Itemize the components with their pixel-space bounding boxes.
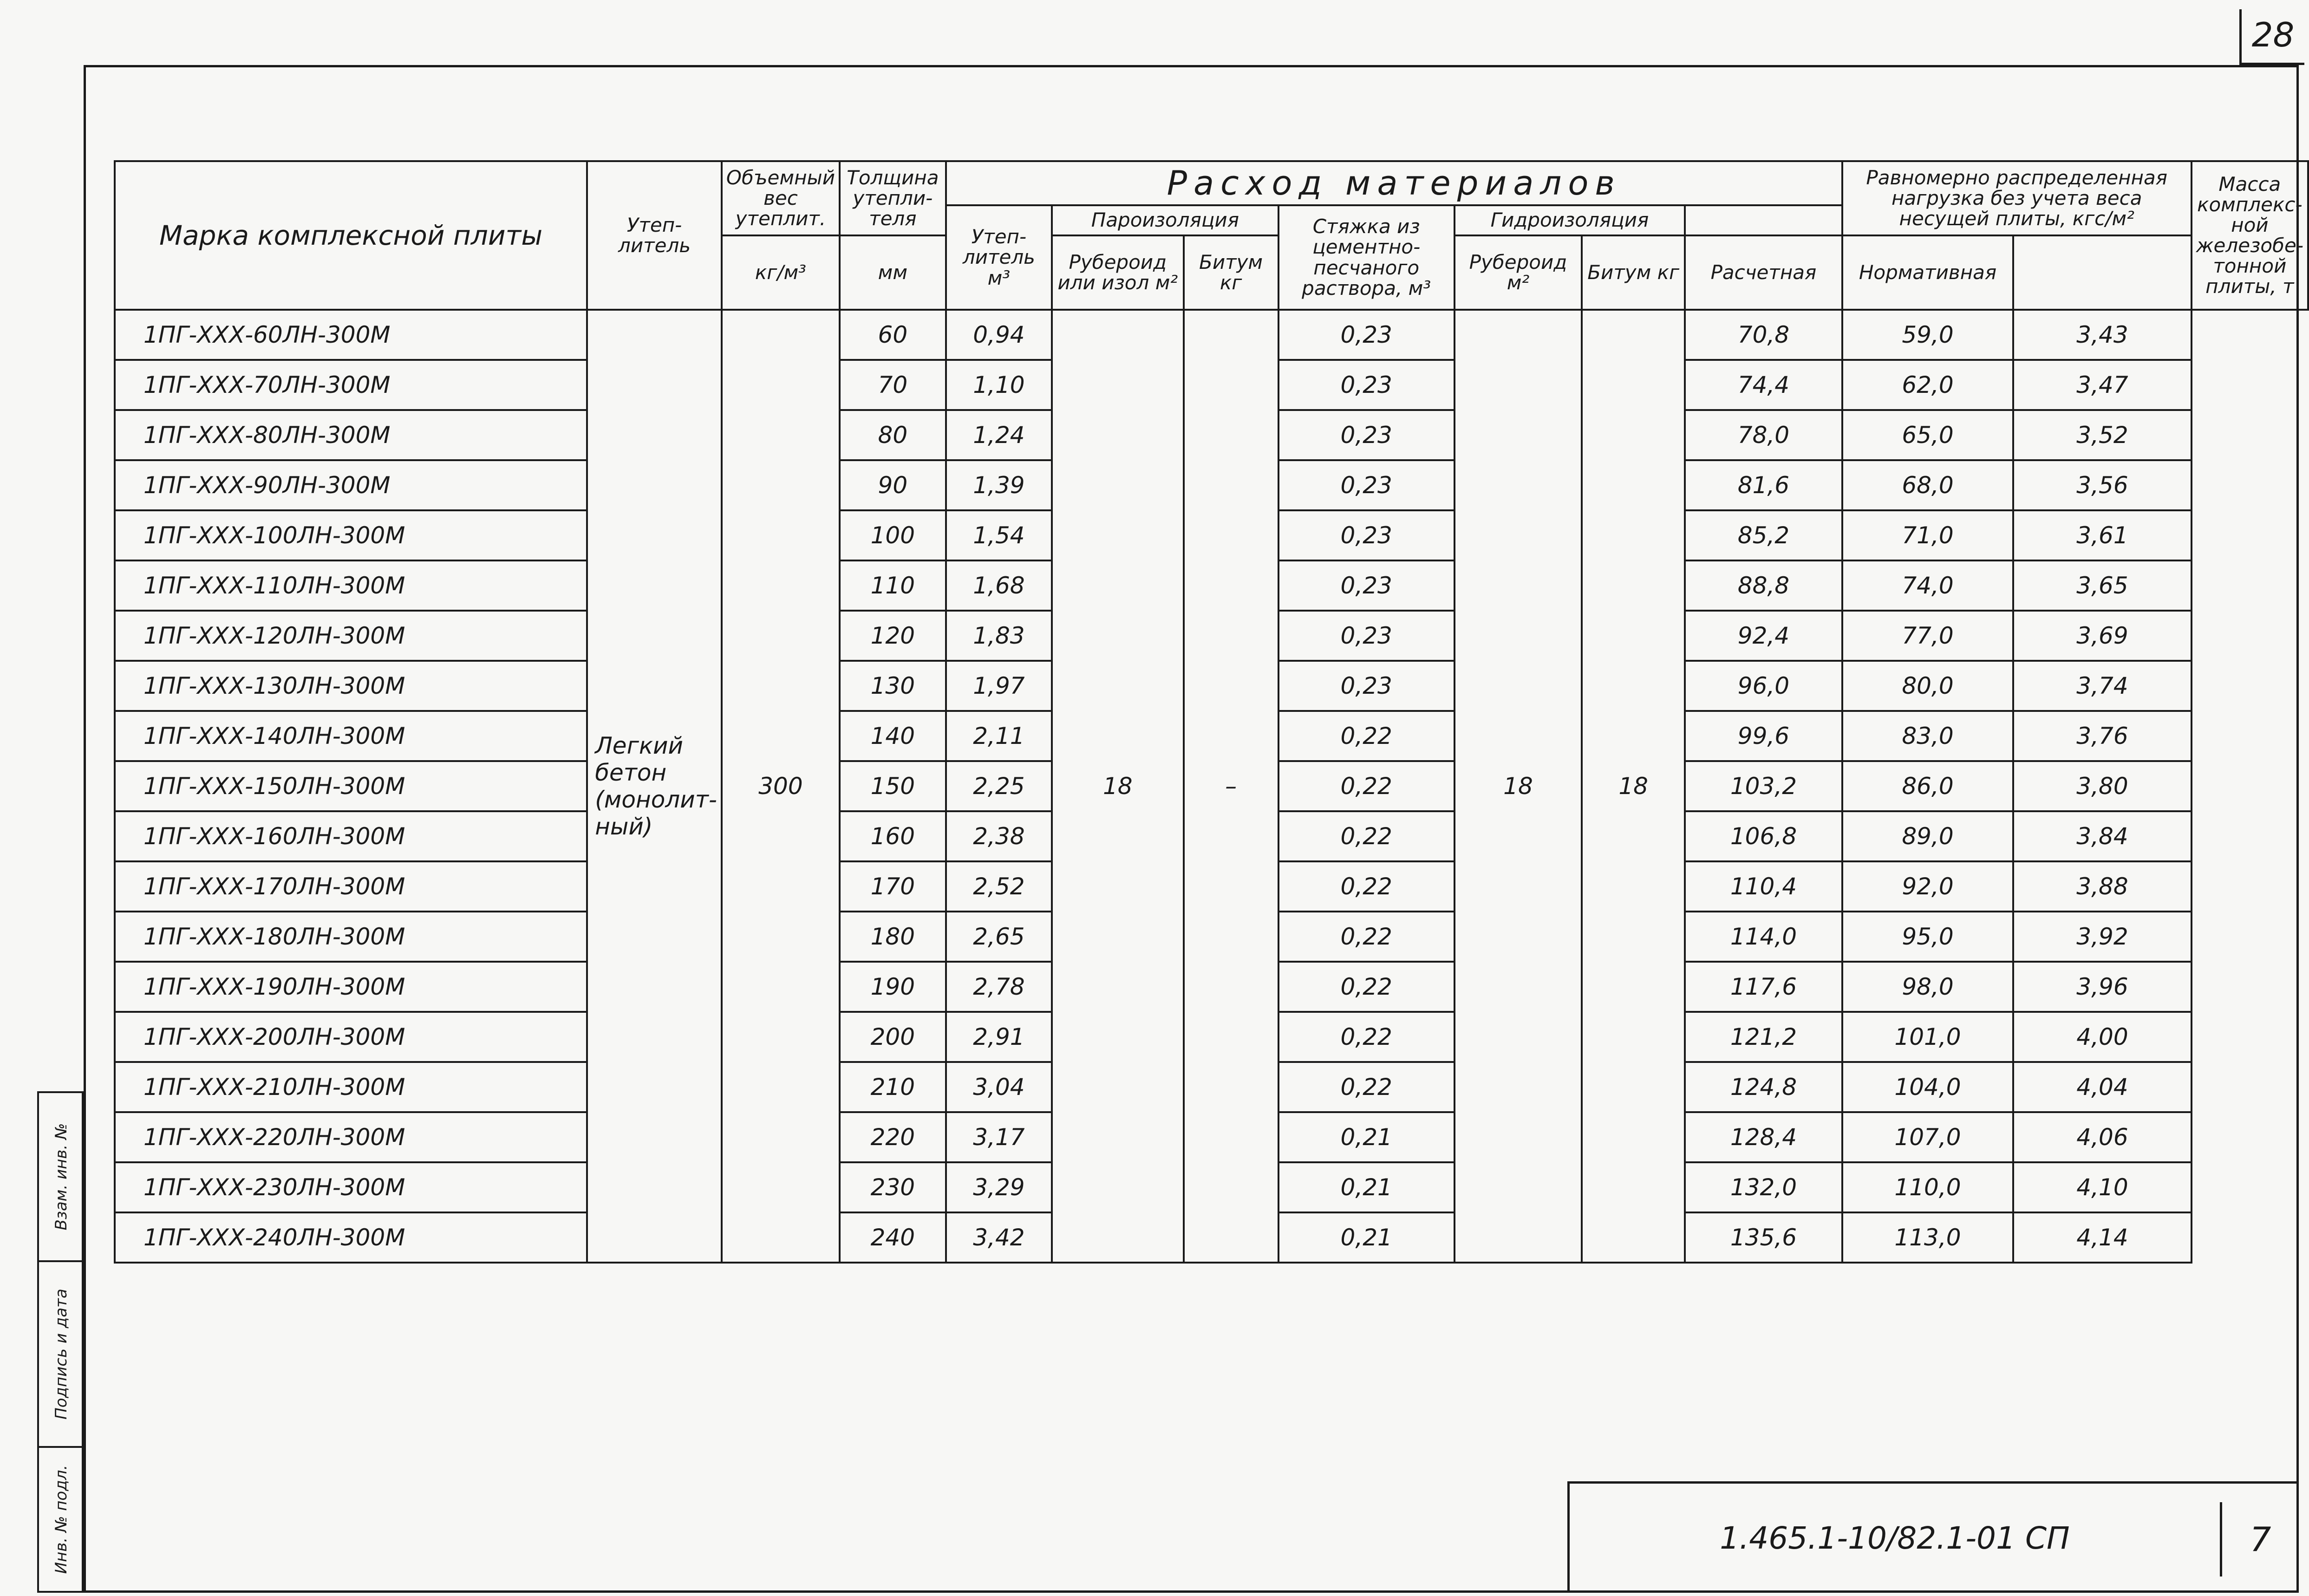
cell-load-design: 70,8 [1685, 310, 1842, 360]
header-insul-volume [946, 205, 1052, 310]
cell-screed: 0,23 [1278, 310, 1455, 360]
cell-mark: 1ПГ-ХХХ-170ЛН-300М [115, 861, 587, 912]
cell-thickness: 200 [840, 1012, 946, 1062]
side-stamp-cell [39, 1446, 84, 1591]
cell-load-design: 92,4 [1685, 611, 1842, 661]
cell-mark: 1ПГ-ХХХ-210ЛН-300М [115, 1062, 587, 1112]
cell-mass: 3,47 [2013, 360, 2191, 410]
page-number: 28 [2239, 9, 2304, 65]
cell-screed: 0,23 [1278, 611, 1455, 661]
cell-thickness: 150 [840, 761, 946, 811]
cell-thickness: 180 [840, 912, 946, 962]
cell-screed: 0,23 [1278, 410, 1455, 460]
side-stamp-cell [39, 1260, 84, 1446]
cell-mark: 1ПГ-ХХХ-140ЛН-300М [115, 711, 587, 761]
cell-mass: 3,84 [2013, 811, 2191, 861]
cell-mark: 1ПГ-ХХХ-130ЛН-300М [115, 661, 587, 711]
header-hydro-group: Гидроизоляция [1455, 205, 1685, 235]
cell-screed: 0,22 [1278, 962, 1455, 1012]
header-mark: Марка комплексной плиты [115, 161, 587, 310]
cell-screed: 0,23 [1278, 460, 1455, 510]
cell-thickness: 130 [840, 661, 946, 711]
cell-mass: 3,56 [2013, 460, 2191, 510]
cell-screed: 0,22 [1278, 1062, 1455, 1112]
table-row [115, 310, 2308, 360]
cell-insul-volume: 2,65 [946, 912, 1052, 962]
cell-thickness: 220 [840, 1112, 946, 1162]
cell-load-design: 128,4 [1685, 1112, 1842, 1162]
cell-mark: 1ПГ-ХХХ-110ЛН-300М [115, 560, 587, 611]
materials-table [114, 160, 2309, 1264]
cell-mass: 3,52 [2013, 410, 2191, 460]
cell-hydro-bitumen-merged: 18 [1582, 310, 1685, 1263]
cell-screed: 0,23 [1278, 360, 1455, 410]
cell-thickness: 90 [840, 460, 946, 510]
cell-thickness: 120 [840, 611, 946, 661]
cell-screed: 0,21 [1278, 1112, 1455, 1162]
cell-load-design: 78,0 [1685, 410, 1842, 460]
cell-load-normative: 71,0 [1842, 510, 2013, 560]
cell-load-normative: 92,0 [1842, 861, 2013, 912]
cell-thickness: 190 [840, 962, 946, 1012]
cell-screed: 0,21 [1278, 1212, 1455, 1263]
cell-screed: 0,22 [1278, 711, 1455, 761]
cell-load-design: 81,6 [1685, 460, 1842, 510]
cell-insul-volume: 2,38 [946, 811, 1052, 861]
cell-mass: 3,76 [2013, 711, 2191, 761]
cell-mark: 1ПГ-ХХХ-80ЛН-300М [115, 410, 587, 460]
cell-mark: 1ПГ-ХХХ-190ЛН-300М [115, 962, 587, 1012]
sheet-number: 7 [2220, 1502, 2299, 1576]
cell-load-design: 132,0 [1685, 1162, 1842, 1212]
header-hydro-ruberoid: Рубероид м² [1455, 235, 1582, 310]
cell-insul-volume: 2,91 [946, 1012, 1052, 1062]
cell-vapor-ruberoid-merged: 18 [1052, 310, 1183, 1263]
cell-load-design: 103,2 [1685, 761, 1842, 811]
header-vapor-bitumen: Битум кг [1184, 235, 1278, 310]
cell-load-normative: 107,0 [1842, 1112, 2013, 1162]
cell-thickness: 60 [840, 310, 946, 360]
side-stamp-signature: Подпись и дата [52, 1289, 71, 1420]
side-stamp-inv-original: Инв. № подл. [52, 1465, 71, 1574]
cell-load-normative: 110,0 [1842, 1162, 2013, 1212]
table-body [115, 310, 2308, 1263]
header-vapor-ruberoid: Рубероид или изол м² [1052, 235, 1183, 310]
cell-thickness: 80 [840, 410, 946, 460]
cell-load-design: 74,4 [1685, 360, 1842, 410]
cell-mark: 1ПГ-ХХХ-150ЛН-300М [115, 761, 587, 811]
cell-mass: 3,80 [2013, 761, 2191, 811]
cell-load-normative: 68,0 [1842, 460, 2013, 510]
cell-thickness: 140 [840, 711, 946, 761]
cell-insul-volume: 1,83 [946, 611, 1052, 661]
header-mass: Масса комплекс-ной железобе-тонной плиты, т [2192, 161, 2308, 310]
cell-mass: 3,74 [2013, 661, 2191, 711]
header-density: Объемный вес утеплит. [722, 161, 840, 235]
cell-thickness: 70 [840, 360, 946, 410]
cell-load-design: 99,6 [1685, 711, 1842, 761]
header-insulation: Утеп-литель [587, 161, 722, 310]
cell-hydro-ruberoid-merged: 18 [1455, 310, 1582, 1263]
cell-mass: 3,61 [2013, 510, 2191, 560]
cell-load-design: 121,2 [1685, 1012, 1842, 1062]
cell-thickness: 110 [840, 560, 946, 611]
cell-load-normative: 59,0 [1842, 310, 2013, 360]
cell-load-design: 114,0 [1685, 912, 1842, 962]
cell-density-merged: 300 [722, 310, 840, 1263]
cell-mass: 4,10 [2013, 1162, 2191, 1212]
cell-thickness: 230 [840, 1162, 946, 1212]
cell-load-normative: 74,0 [1842, 560, 2013, 611]
header-hydro-bitumen: Битум кг [1582, 235, 1685, 310]
cell-insul-volume: 2,11 [946, 711, 1052, 761]
cell-thickness: 240 [840, 1212, 946, 1263]
side-stamp-cell [39, 1093, 84, 1260]
cell-mark: 1ПГ-ХХХ-160ЛН-300М [115, 811, 587, 861]
title-block [1567, 1481, 2299, 1593]
cell-load-normative: 83,0 [1842, 711, 2013, 761]
cell-thickness: 170 [840, 861, 946, 912]
header-thickness: Толщина утепли-теля [840, 161, 946, 235]
cell-mark: 1ПГ-ХХХ-220ЛН-300М [115, 1112, 587, 1162]
cell-insulation-merged: Легкий бетон (монолит-ный) [587, 310, 722, 1263]
cell-mass: 3,96 [2013, 962, 2191, 1012]
side-stamp [37, 1091, 84, 1593]
cell-load-design: 135,6 [1685, 1212, 1842, 1263]
cell-thickness: 160 [840, 811, 946, 861]
cell-load-normative: 113,0 [1842, 1212, 2013, 1263]
cell-mass: 3,92 [2013, 912, 2191, 962]
cell-mark: 1ПГ-ХХХ-120ЛН-300М [115, 611, 587, 661]
cell-mark: 1ПГ-ХХХ-70ЛН-300М [115, 360, 587, 410]
cell-screed: 0,22 [1278, 811, 1455, 861]
cell-mark: 1ПГ-ХХХ-180ЛН-300М [115, 912, 587, 962]
cell-insul-volume: 1,39 [946, 460, 1052, 510]
header-vapor-group: Пароизоляция [1052, 205, 1278, 235]
header-load-group: Равномерно распределенная нагрузка без учета веса несущей плиты, кгс/м² [1842, 161, 2192, 235]
document-code: 1.465.1-10/82.1-01 СП [1720, 1520, 2070, 1556]
cell-load-normative: 80,0 [1842, 661, 2013, 711]
cell-thickness: 210 [840, 1062, 946, 1112]
cell-insul-volume: 1,97 [946, 661, 1052, 711]
cell-insul-volume: 1,10 [946, 360, 1052, 410]
cell-mass: 4,14 [2013, 1212, 2191, 1263]
header-consumption-group: Расход материалов [946, 161, 1842, 205]
cell-load-design: 88,8 [1685, 560, 1842, 611]
cell-insul-volume: 3,42 [946, 1212, 1052, 1263]
cell-mass: 4,04 [2013, 1062, 2191, 1112]
header-load-normative: Нормативная [1842, 235, 2013, 310]
cell-load-design: 96,0 [1685, 661, 1842, 711]
cell-load-normative: 101,0 [1842, 1012, 2013, 1062]
cell-screed: 0,23 [1278, 560, 1455, 611]
cell-mark: 1ПГ-ХХХ-200ЛН-300М [115, 1012, 587, 1062]
cell-mark: 1ПГ-ХХХ-60ЛН-300М [115, 310, 587, 360]
cell-insul-volume: 2,78 [946, 962, 1052, 1012]
cell-insul-volume: 3,04 [946, 1062, 1052, 1112]
header-load-design: Расчетная [1685, 235, 1842, 310]
cell-mass: 3,88 [2013, 861, 2191, 912]
cell-insul-volume: 1,54 [946, 510, 1052, 560]
cell-load-design: 106,8 [1685, 811, 1842, 861]
cell-load-normative: 95,0 [1842, 912, 2013, 962]
cell-screed: 0,21 [1278, 1162, 1455, 1212]
cell-load-normative: 62,0 [1842, 360, 2013, 410]
cell-mass: 3,65 [2013, 560, 2191, 611]
header-screed: Стяжка из цементно-песчаного раствора, м³ [1278, 205, 1455, 310]
cell-load-design: 117,6 [1685, 962, 1842, 1012]
cell-insul-volume: 2,25 [946, 761, 1052, 811]
cell-load-design: 85,2 [1685, 510, 1842, 560]
header-insul-volume-unit: м³ [987, 266, 1011, 289]
cell-mark: 1ПГ-ХХХ-90ЛН-300М [115, 460, 587, 510]
cell-vapor-bitumen-merged: – [1184, 310, 1278, 1263]
cell-screed: 0,22 [1278, 912, 1455, 962]
cell-mass: 4,00 [2013, 1012, 2191, 1062]
cell-load-normative: 89,0 [1842, 811, 2013, 861]
cell-mass: 3,69 [2013, 611, 2191, 661]
cell-screed: 0,22 [1278, 1012, 1455, 1062]
cell-insul-volume: 2,52 [946, 861, 1052, 912]
cell-screed: 0,22 [1278, 861, 1455, 912]
cell-screed: 0,23 [1278, 510, 1455, 560]
cell-load-normative: 65,0 [1842, 410, 2013, 460]
side-stamp-replace-inv: Взам. инв. № [52, 1123, 71, 1231]
cell-screed: 0,23 [1278, 661, 1455, 711]
cell-mark: 1ПГ-ХХХ-230ЛН-300М [115, 1162, 587, 1212]
cell-insul-volume: 1,68 [946, 560, 1052, 611]
cell-load-normative: 98,0 [1842, 962, 2013, 1012]
cell-screed: 0,22 [1278, 761, 1455, 811]
cell-thickness: 100 [840, 510, 946, 560]
cell-load-normative: 104,0 [1842, 1062, 2013, 1112]
cell-load-design: 110,4 [1685, 861, 1842, 912]
cell-insul-volume: 3,17 [946, 1112, 1052, 1162]
cell-insul-volume: 1,24 [946, 410, 1052, 460]
cell-insul-volume: 3,29 [946, 1162, 1052, 1212]
cell-load-normative: 77,0 [1842, 611, 2013, 661]
cell-mass: 3,43 [2013, 310, 2191, 360]
header-density-unit: кг/м³ [722, 235, 840, 310]
header-insul-volume-label: Утеп-литель [962, 225, 1035, 269]
cell-mark: 1ПГ-ХХХ-240ЛН-300М [115, 1212, 587, 1263]
cell-mass: 4,06 [2013, 1112, 2191, 1162]
cell-load-normative: 86,0 [1842, 761, 2013, 811]
cell-load-design: 124,8 [1685, 1062, 1842, 1112]
cell-mark: 1ПГ-ХХХ-100ЛН-300М [115, 510, 587, 560]
header-thickness-unit: мм [840, 235, 946, 310]
cell-insul-volume: 0,94 [946, 310, 1052, 360]
